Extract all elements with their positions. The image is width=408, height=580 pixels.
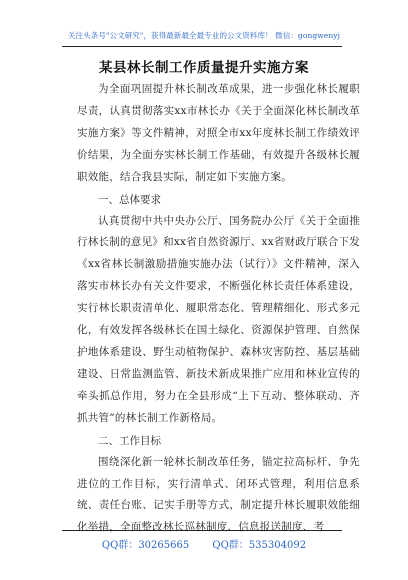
header-note: 关注头条号"公文研究"，获得最新最全最专业的公文资料库！ 微信：gongwenyj (67, 31, 341, 40)
qq-group-2: QQ群：535304092 (212, 540, 307, 551)
section-heading-work-goals: 二、工作目标 (98, 434, 161, 447)
work-goals-paragraph: 围绕深化新一轮林长制改革任务，锚定拉高标杆、争先进位的工作目标，实行清单式、闭环式管理，利用信息系统、责任台账、记实手册等方式，制定提升林长履职效能细化举措，全面整改林长巡林制度、信息报送制度、考 (77, 455, 360, 534)
footer-contacts (0, 536, 408, 551)
qq-group-1: QQ群：30265665 (101, 540, 190, 551)
intro-paragraph: 为全面巩固提升林长制改革成果，进一步强化林长履职尽责，认真贯彻落实xx市林长办《关于全面深化林长制改革实施方案》等文件精神，对照全市xx年度林长制工作绩效评价结果，为全面夯实林长制工作基础，有效提升各级林长履职效能，结合我县实际，制定如下实施方案。 (77, 83, 360, 183)
section-heading-general-requirements: 一、总体要求 (98, 193, 161, 206)
header-divider (62, 46, 342, 47)
document-title: 某县林长制工作质量提升实施方案 (99, 60, 309, 76)
footer-divider (62, 530, 342, 531)
general-requirements-paragraph: 认真贯彻中共中央办公厅、国务院办公厅《关于全面推行林长制的意见》和xx省自然资源厅、xx省财政厅联合下发《xx省林长制激励措施实施办法（试行）》文件精神，深入落实市林长办有关文件要求，不断强化林长责任体系建设，实行林长职责清单化、履职常态化、管理精细化、形式多元化，有效发挥各级林长在国土绿化、资源保护管理、自然保护地体系建设、野生动植物保护、森林灾害防控、基层基础建设、日常监测监管、新技术新成果推广应用和林业宣传的牵头抓总作用，努力在全县形成“上下互动、整体联动、齐抓共管”的林长制工作新格局。 (77, 214, 360, 424)
document-body (77, 79, 360, 539)
